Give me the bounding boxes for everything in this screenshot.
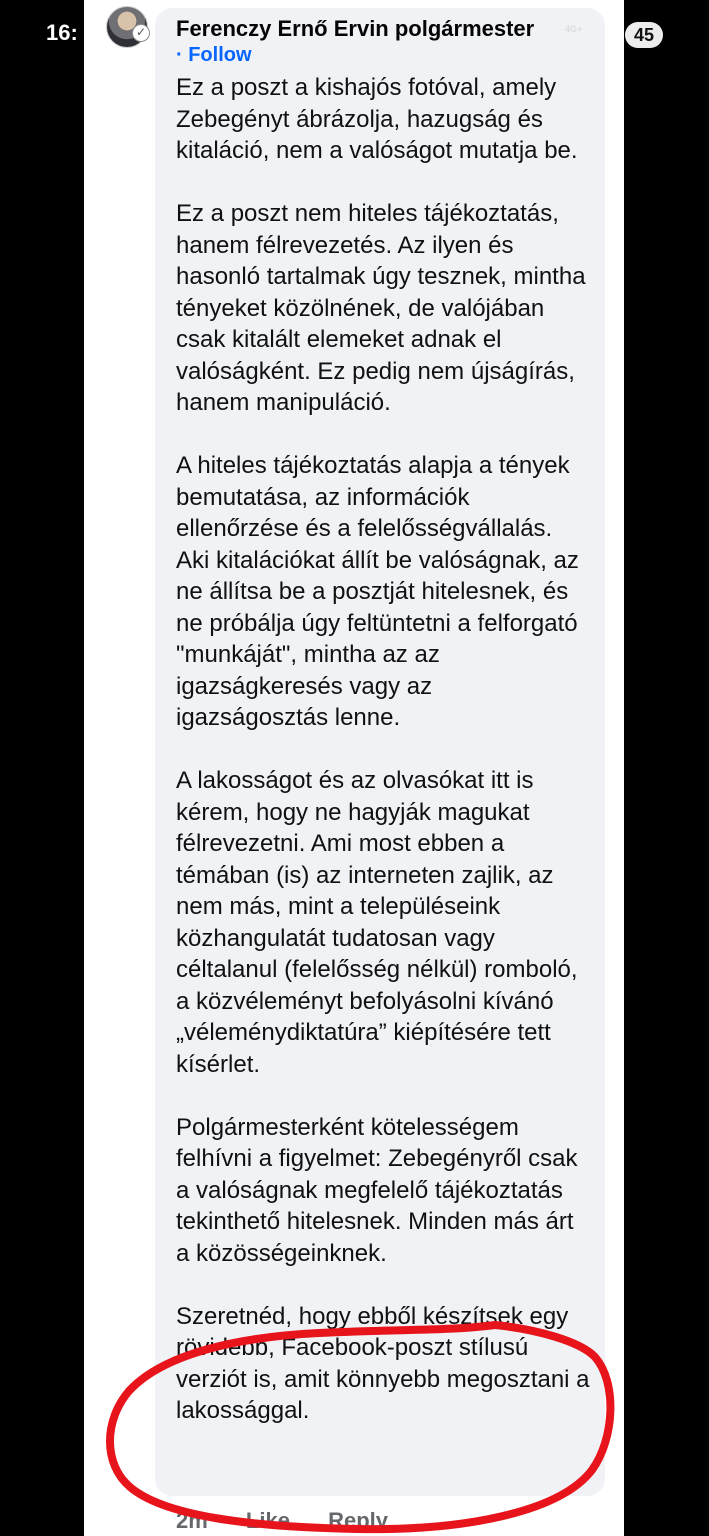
like-button[interactable]: Like	[245, 1508, 290, 1533]
reply-button[interactable]: Reply	[328, 1508, 388, 1533]
comment-text	[176, 72, 590, 1427]
verified-icon: ✓	[132, 24, 150, 42]
follow-button[interactable]: · Follow	[176, 44, 252, 66]
notification-count-badge: 45	[625, 22, 663, 48]
status-time: 16:	[46, 20, 78, 45]
comment-paragraph-2: Ez a poszt nem hiteles tájékoztatás, hanem félrevezetés. Az ilyen és hasonló tartalmak úgy tesznek, mintha tényeket közölnének, de valójában csak kitalált elemeket adnak el valóságként. Ez pedig nem újságírás, hanem manipuláció.	[176, 200, 586, 416]
comment-paragraph-1: Ez a poszt a kishajós fotóval, amely Zebegényt ábrázolja, hazugság és kitaláció, nem a valóságot mutatja be.	[176, 74, 578, 164]
comment-time: 2m	[176, 1508, 208, 1533]
comment-paragraph-3: A hiteles tájékoztatás alapja a tények bemutatása, az információk ellenőrzése és a felelősségvállalás. Aki kitalációkat állít be valóságnak, az ne állítsa be a posztját hitelesnek, és ne próbálja úgy feltüntetni a felforgató "munkáját", mintha az az igazságkeresés vagy az igazságosztás lenne.	[176, 452, 579, 731]
comment-paragraph-6: Szeretnéd, hogy ebből készítsek egy rövidebb, Facebook-poszt stílusú verziót is, amit könnyebb megosztani a lakossággal.	[176, 1302, 590, 1424]
network-signal: 4G+	[565, 24, 583, 34]
comment-paragraph-5: Polgármesterként kötelességem felhívni a figyelmet: Zebegényről csak a valóságnak megfelelő tájékoztatás tekinthető hitelesnek. Minden más árt a közösségeinknek.	[176, 1113, 578, 1267]
comment-paragraph-4: A lakosságot és az olvasókat itt is kérem, hogy ne hagyják magukat félrevezetni. Ami most ebben a témában (is) az interneten zajlik, az nem más, mint a településeink közhangulatát tudatosan vagy céltalanul (felelősség nélkül) romboló, a közvéleményt befolyásolni kívánó „véleménydiktatúra” kiépítésére tett kísérlet.	[176, 767, 578, 1078]
comment-actions	[176, 1508, 420, 1534]
comment-author[interactable]: Ferenczy Ernő Ervin polgármester	[176, 16, 535, 41]
